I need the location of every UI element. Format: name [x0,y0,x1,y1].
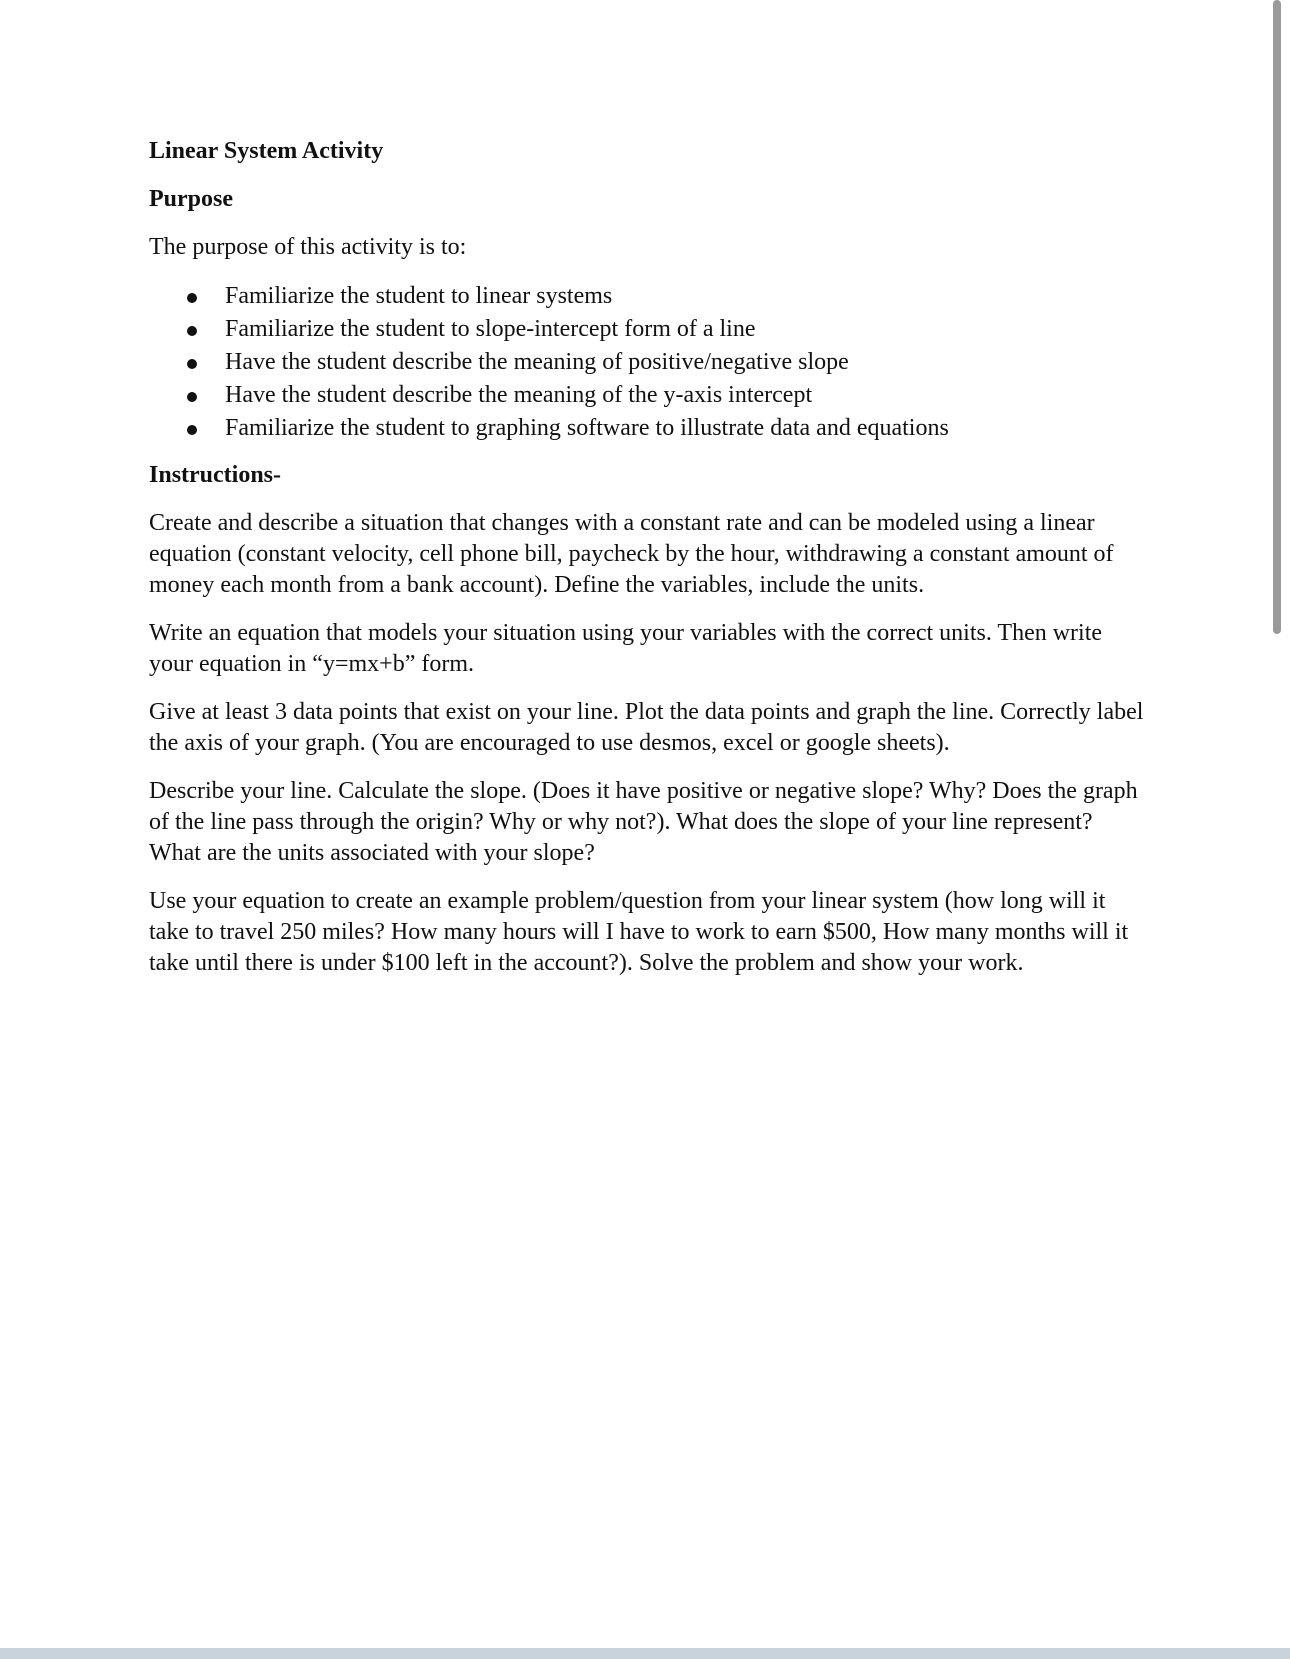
instruction-paragraph: Create and describe a situation that changes with a constant rate and can be modeled using a linear equation (constant velocity, cell phone bill, paycheck by the hour, withdrawing a constant amount of money each month from a bank account). Define the variables, include the units. [149,510,1114,598]
bullet-icon [187,293,197,303]
purpose-list-item [149,280,1149,313]
purpose-list-item [149,412,1149,445]
instruction-paragraph: Write an equation that models your situation using your variables with the correct units. Then write your equation in “y=mx+b” form. [149,620,1103,677]
purpose-list [149,280,1149,445]
instruction-paragraph: Describe your line. Calculate the slope. (Does it have positive or negative slope? Why? Does the graph of the line pass through the origin? Why or why not?). What does the slope of your line represent? What are the units associated with your slope? [149,778,1138,866]
purpose-item-text: Familiarize the student to linear systems [225,283,613,309]
bottom-edge-bar [0,1648,1290,1659]
purpose-item-text: Have the student describe the meaning of positive/negative slope [225,349,849,375]
purpose-item-text: Have the student describe the meaning of the y-axis intercept [225,382,813,408]
purpose-list-item [149,346,1149,379]
purpose-heading: Purpose [149,186,233,212]
bullet-icon [187,326,197,336]
instruction-paragraph: Use your equation to create an example problem/question from your linear system (how long will it take to travel 250 miles? How many hours will I have to work to earn $500, How many months will it take until there is under $100 left in the account?). Solve the problem and show your work. [149,888,1129,976]
purpose-list-item [149,313,1149,346]
scrollbar-thumb[interactable] [1273,0,1281,634]
vertical-scrollbar[interactable] [1266,0,1290,1648]
document-title: Linear System Activity [149,138,384,164]
purpose-intro: The purpose of this activity is to: [149,234,467,260]
instructions-heading: Instructions- [149,462,282,488]
instruction-paragraph: Give at least 3 data points that exist on your line. Plot the data points and graph the line. Correctly label the axis of your graph. (You are encouraged to use desmos, excel or google sheets). [149,699,1144,756]
purpose-list-item [149,379,1149,412]
document-content [149,136,1149,996]
bullet-icon [187,359,197,369]
purpose-item-text: Familiarize the student to slope-intercept form of a line [225,316,756,342]
purpose-item-text: Familiarize the student to graphing software to illustrate data and equations [225,415,949,441]
bullet-icon [187,392,197,402]
bullet-icon [187,425,197,435]
